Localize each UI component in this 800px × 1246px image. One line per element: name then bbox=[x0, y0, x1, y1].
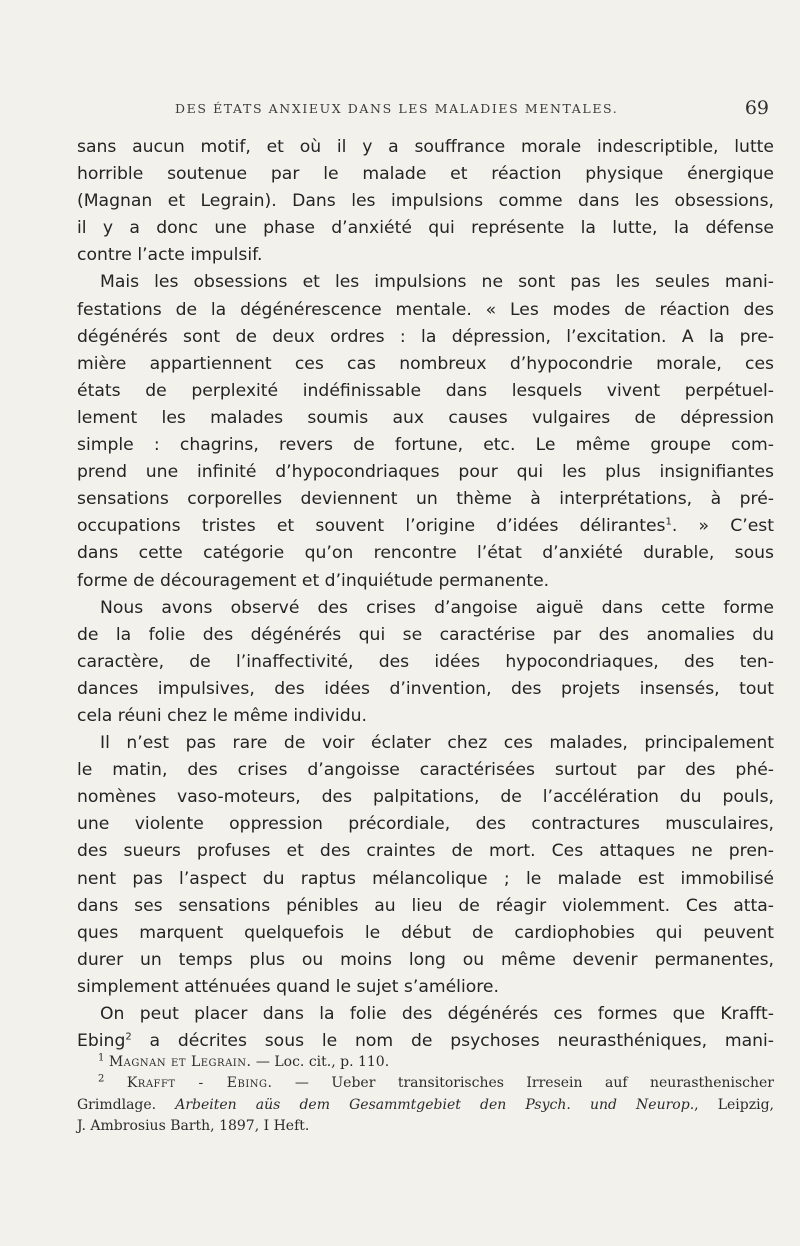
footnote-author: Krafft - Ebing. bbox=[126, 1075, 273, 1092]
text-line: (Magnan et Legrain). Dans les impulsions comme dans les obsessions, bbox=[77, 191, 774, 212]
text-line: cela réuni chez le même individu. bbox=[77, 705, 367, 726]
footnote-2-publisher: J. Ambrosius Barth, 1897, I Heft. bbox=[77, 1118, 310, 1135]
text-line: Il n’est pas rare de voir éclater chez ces malades, principalement bbox=[100, 733, 774, 754]
text-fragment: a décrites sous le nom de psychoses neurasthéniques, mani- bbox=[131, 1031, 774, 1052]
text-line: caractère, de l’inaffectivité, des idées hypocondriaques, des ten- bbox=[77, 651, 774, 672]
text-line: durer un temps plus ou moins long ou même devenir permanentes, bbox=[77, 949, 774, 970]
text-line: sans aucun motif, et où il y a souffrance morale indescriptible, lutte bbox=[77, 137, 774, 157]
text-line: prend une infinité d’hypocondriaques pour qui les plus insignifiantes bbox=[77, 462, 774, 483]
text-fragment: occupations tristes et souvent l’origine d’idées délirantes bbox=[77, 516, 666, 537]
footnote-text: — Loc. cit., p. 110. bbox=[251, 1054, 390, 1070]
footnote-marker: 2 bbox=[98, 1073, 105, 1085]
text-line: dégénérés sont de deux ordres : la dépression, l’excitation. A la pre- bbox=[77, 326, 774, 347]
text-line: dans cette catégorie qu’on rencontre l’état d’anxiété durable, sous bbox=[77, 543, 774, 564]
text-line: simple : chagrins, revers de fortune, etc. Le même groupe com- bbox=[77, 435, 774, 456]
footnote-marker: 1 bbox=[98, 1052, 105, 1064]
text-line: lement les malades soumis aux causes vulgaires de dépression bbox=[77, 407, 774, 428]
text-line: il y a donc une phase d’anxiété qui représente la lutte, la défense bbox=[77, 218, 774, 239]
text-line: états de perplexité indéfinissable dans lesquels vivent perpétuel- bbox=[77, 380, 774, 401]
text-line: sensations corporelles deviennent un thème à interprétations, à pré- bbox=[77, 489, 774, 510]
text-line: nomènes vaso-moteurs, des palpitations, de l’accélération du pouls, bbox=[77, 787, 774, 808]
text-line: mière appartiennent ces cas nombreux d’hypocondrie morale, ces bbox=[77, 353, 774, 374]
footnote-text: Grimdlage. bbox=[77, 1096, 176, 1113]
running-header: DES ÉTATS ANXIEUX DANS LES MALADIES MENTALES. bbox=[175, 101, 619, 116]
text-line: forme de découragement et d’inquiétude permanente. bbox=[77, 570, 550, 591]
footnote-text: , Leipzig, bbox=[694, 1096, 775, 1113]
text-line: horrible soutenue par le malade et réaction physique énergique bbox=[77, 164, 774, 185]
footnote-ref-1[interactable]: 1 bbox=[665, 516, 672, 528]
text-line: nent pas l’aspect du raptus mélancolique ; le malade est immobilisé bbox=[77, 868, 774, 889]
text-line: une violente oppression précordiale, des contractures musculaires, bbox=[77, 814, 774, 835]
text-fragment: Ebing bbox=[77, 1031, 126, 1052]
text-line: ques marquent quelquefois le début de cardiophobies qui peuvent bbox=[77, 922, 774, 943]
text-line: des sueurs profuses et des craintes de mort. Ces attaques ne pren- bbox=[77, 841, 774, 862]
footnote-2-cont bbox=[77, 1095, 774, 1116]
text-line: simplement atténuées quand le sujet s’améliore. bbox=[77, 976, 499, 997]
footnote-1 bbox=[77, 1052, 774, 1073]
page-number: 69 bbox=[744, 97, 769, 119]
text-line: festations de la dégénérescence mentale. « Les modes de réaction des bbox=[77, 299, 774, 320]
footnote-ref-2[interactable]: 2 bbox=[125, 1031, 132, 1043]
text-line: contre l’acte impulsif. bbox=[77, 245, 263, 266]
text-line: dances impulsives, des idées d’invention, des projets insensés, tout bbox=[77, 678, 774, 699]
footnote-2 bbox=[77, 1073, 774, 1094]
footnotes bbox=[77, 1052, 774, 1138]
text-line bbox=[77, 513, 774, 540]
body-text bbox=[77, 134, 774, 1055]
text-line: de la folie des dégénérés qui se caractérise par des anomalies du bbox=[77, 624, 774, 645]
footnote-text: — Ueber transitorisches Irresein auf neurasthenischer bbox=[272, 1075, 774, 1092]
text-line: le matin, des crises d’angoisse caractérisées surtout par des phé- bbox=[77, 760, 774, 781]
footnote-journal: Arbeiten aüs dem Gesammtgebiet den Psych. und Neurop. bbox=[175, 1096, 695, 1113]
text-line: dans ses sensations pénibles au lieu de réagir violemment. Ces atta- bbox=[77, 895, 774, 916]
text-line: Nous avons observé des crises d’angoise aiguë dans cette forme bbox=[100, 597, 774, 618]
text-line: Mais les obsessions et les impulsions ne sont pas les seules mani- bbox=[100, 272, 774, 293]
text-fragment: . » C’est bbox=[671, 516, 774, 537]
text-line: On peut placer dans la folie des dégénérés ces formes que Krafft- bbox=[100, 1004, 774, 1024]
footnote-authors: Magnan et Legrain. bbox=[108, 1054, 252, 1070]
